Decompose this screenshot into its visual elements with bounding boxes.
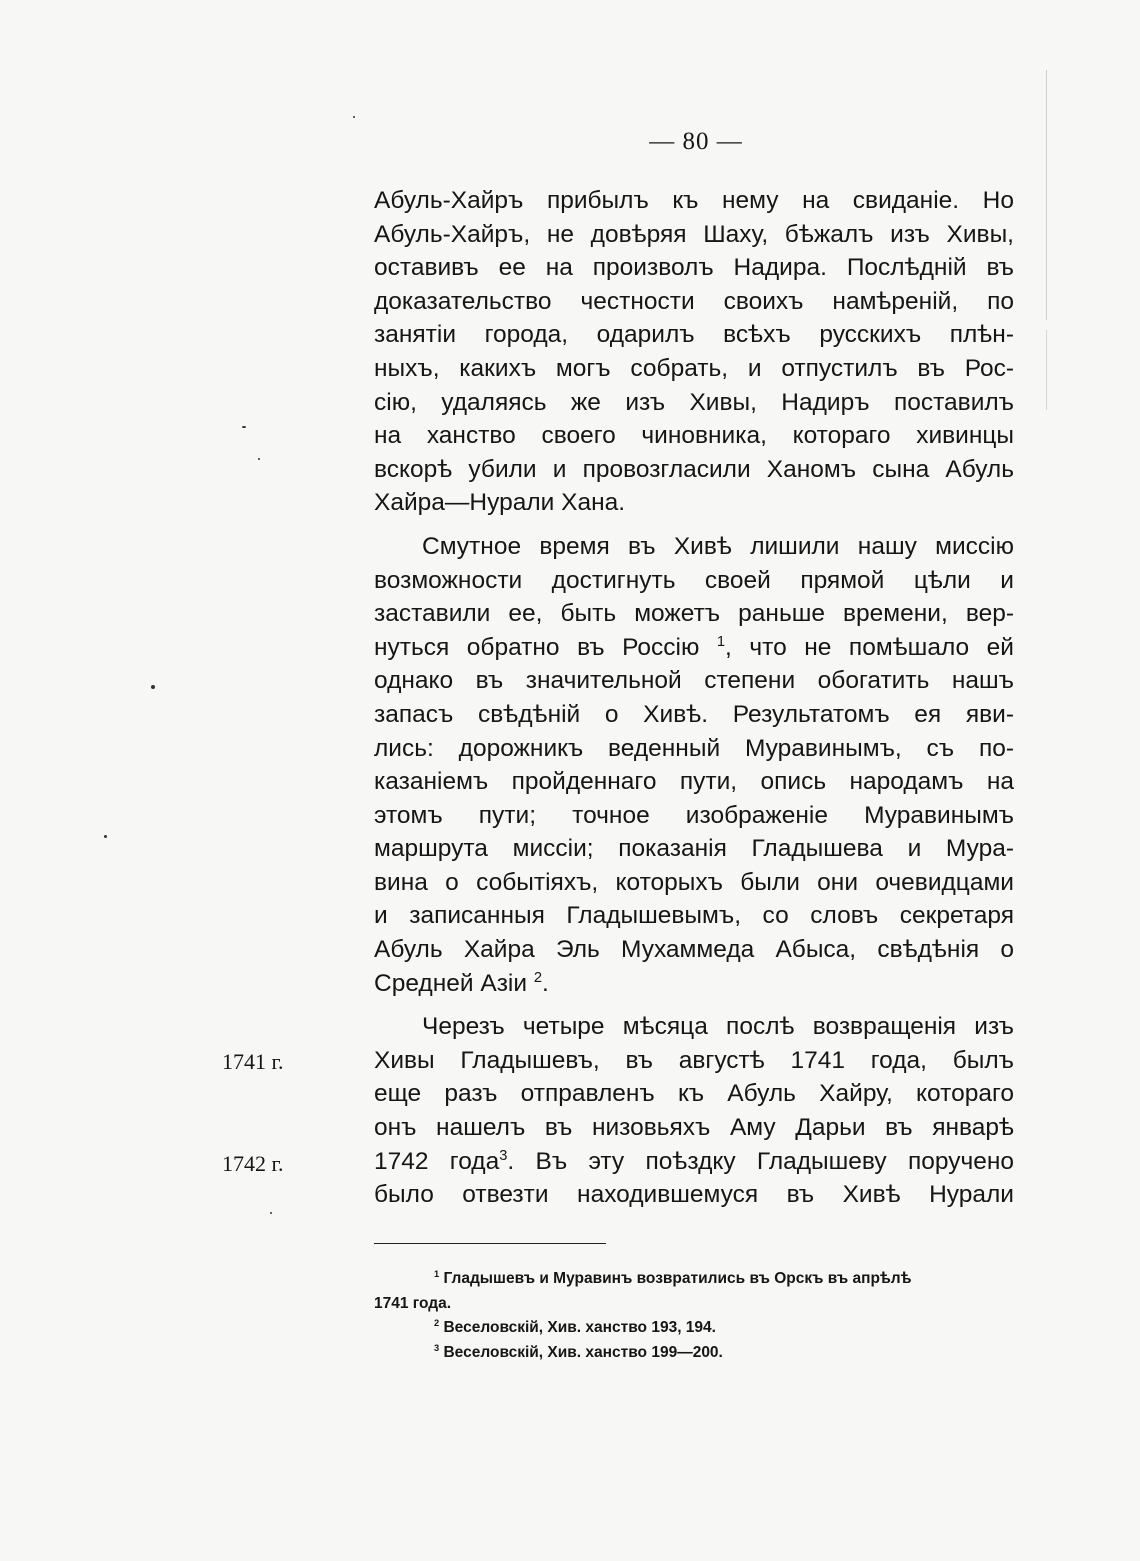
text-line: на ханство своего чиновника, котораго хивинцы [374,422,1014,450]
body-text [374,184,1014,1212]
scan-speck [353,116,355,118]
text-line-with-footnote [374,631,1014,665]
footnote-number: 3 [434,1342,440,1353]
footnotes [374,1267,1014,1365]
scan-speck [104,835,107,838]
page-number: — 80 — [649,128,743,155]
footnote-mark-3: 3 [499,1147,508,1164]
footnote-number: 1 [434,1268,440,1279]
text-line: Смутное время въ Хивѣ лишили нашу миссiю [422,532,1014,560]
scan-speck [242,426,246,428]
text-line: Хивы Гладышевъ, въ августѣ 1741 года, былъ [374,1046,1014,1074]
footnote-mark-1: 1 [716,633,726,650]
footnote-3 [374,1341,1014,1366]
footnote-2 [374,1316,1014,1341]
text-line: занятiи города, одарилъ всѣхъ русскихъ плѣн- [374,321,1014,349]
text-segment: . Въ эту поѣздку Гладышеву поручено [507,1147,1014,1175]
scan-edge-line [1046,330,1047,410]
text-line: Черезъ четыре мѣсяца послѣ возвращенiя изъ [422,1013,1014,1041]
text-line: Хайра—Нурали Хана. [374,489,626,517]
text-line: вина о событiяхъ, которыхъ были они очевидцами [374,868,1014,896]
scan-speck [151,685,155,689]
text-line: сiю, удаляясь же изъ Хивы, Надиръ поставилъ [374,388,1014,416]
text-line: еще разъ отправленъ къ Абуль Хайру, котораго [374,1080,1014,1108]
text-line: заставили ее, быть можетъ раньше времени, вер- [374,600,1014,628]
scan-edge-line [1046,70,1047,320]
text-line: оставивъ ее на произволъ Надира. Послѣднiй въ [374,254,1014,282]
period: . [542,969,549,997]
footnote-mark-2: 2 [533,969,543,986]
text-line: Абуль Хайра Эль Мухаммеда Абыса, свѣдѣнiя о [374,936,1014,964]
text-line: было отвезти находившемуся въ Хивѣ Нурали [374,1181,1014,1209]
text-line: Абуль-Хайръ прибылъ къ нему на свиданіе. Но [374,187,1014,214]
footnote-1-continuation: 1741 года. [374,1294,452,1312]
text-line-with-footnote [374,1145,1014,1179]
footnote-divider [374,1243,606,1244]
text-line: и записанныя Гладышевымъ, со словъ секретаря [374,902,1014,930]
footnote-text: Гладышевъ и Муравинъ возвратились въ Орскъ въ апрѣлѣ [443,1270,912,1287]
text-line: однако въ значительной степени обогатить нашъ [374,667,1014,695]
footnote-number: 2 [434,1317,440,1328]
text-line: запасъ свѣдѣнiй о Хивѣ. Результатомъ ея яви- [374,700,1014,728]
footnote-text: Веселовскiй, Хив. ханство 199—200. [443,1343,723,1361]
margin-year-1742: 1742 г. [222,1151,284,1176]
text-segment: Средней Азiи [374,969,528,997]
footnote-1 [374,1267,1014,1292]
text-line: возможности достигнуть своей прямой цѣли и [374,566,1014,594]
text-line-with-footnote [374,967,1014,1001]
text-line: Абуль-Хайръ, не довѣряя Шаху, бѣжалъ изъ Хивы, [374,220,1014,248]
margin-year-1741: 1741 г. [222,1049,284,1074]
text-line: лись: дорожникъ веденный Муравинымъ, съ по- [374,734,1014,762]
text-line: вскорѣ убили и провозгласили Ханомъ сына Абуль [374,455,1014,483]
text-line: маршрута миссiи; показанiя Гладышева и Мура- [374,835,1014,863]
text-line: доказательство честности своихъ намѣренiй, по [374,287,1014,315]
text-line: ныхъ, какихъ могъ собрать, и отпустилъ въ Рос- [374,354,1014,382]
text-line: этомъ пути; точное изображенiе Муравинымъ [374,801,1014,829]
scan-speck [258,458,260,460]
text-line: казанiемъ пройденнаго пути, опись народамъ на [374,768,1014,796]
scan-speck [270,1212,272,1214]
text-segment: нуться обратно въ Россiю [374,633,700,661]
text-segment: , что не помѣшало ей [725,633,1014,661]
text-segment: 1742 года [374,1147,500,1175]
text-line: онъ нашелъ въ низовьяхъ Аму Дарьи въ январѣ [374,1114,1014,1142]
footnote-text: Веселовскiй, Хив. ханство 193, 194. [443,1319,716,1336]
